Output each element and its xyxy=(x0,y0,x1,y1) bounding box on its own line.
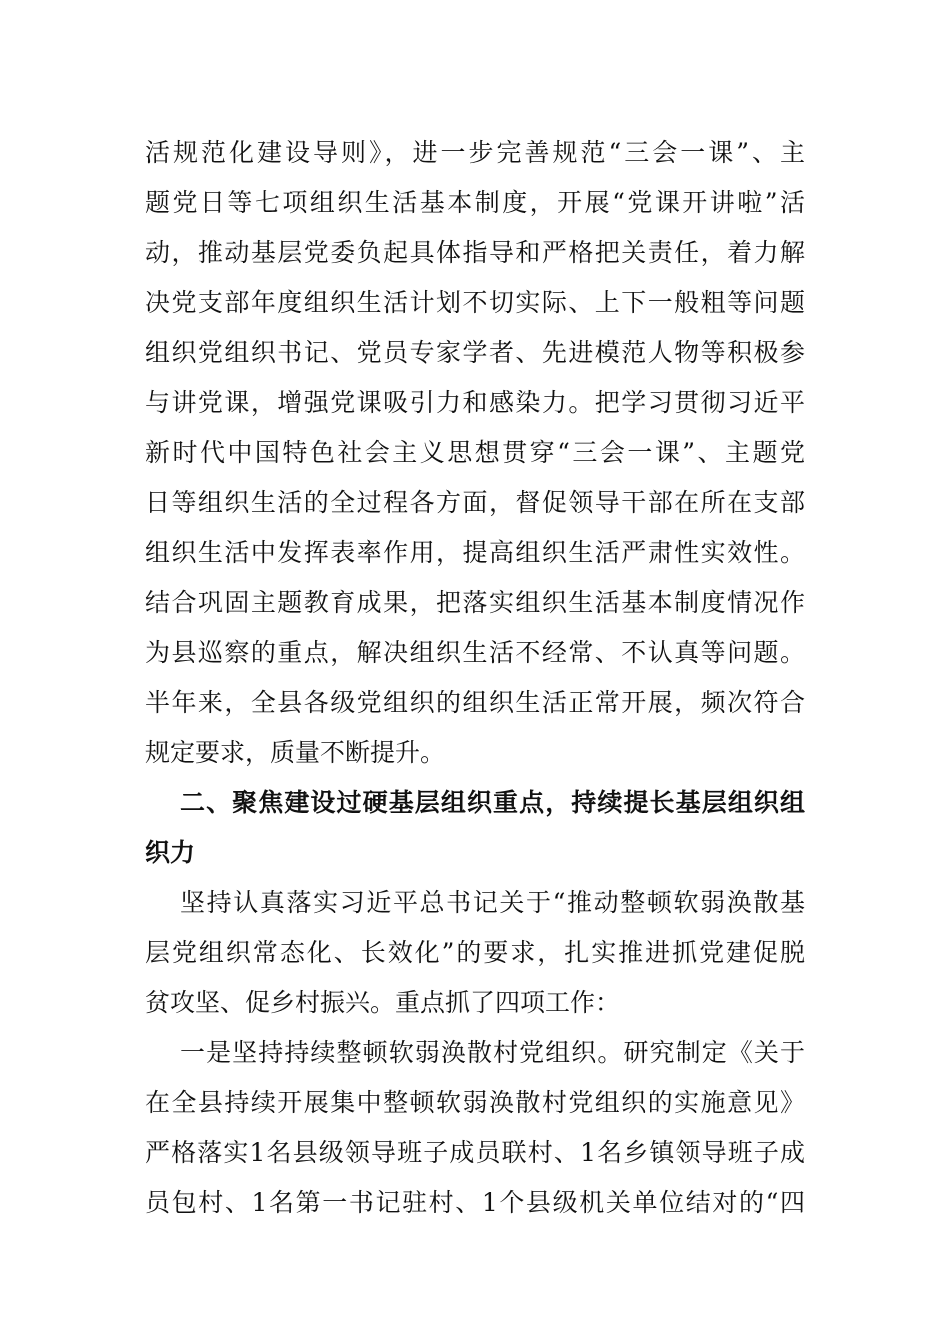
body-text-line: 贫攻坚、促乡村振兴。重点抓了四项工作： xyxy=(145,988,621,1017)
section-heading: 二、聚焦建设过硬基层组织重点，持续提长基层组织组 xyxy=(180,788,805,817)
body-text-line: 决党支部年度组织生活计划不切实际、上下一般粗等问题 xyxy=(145,288,805,317)
body-text-line: 动，推动基层党委负起具体指导和严格把关责任，着力解 xyxy=(145,238,805,267)
body-text-line: 层党组织常态化、长效化”的要求，扎实推进抓党建促脱 xyxy=(145,938,805,967)
body-text-line: 结合巩固主题教育成果，把落实组织生活基本制度情况作 xyxy=(145,588,805,617)
body-text-line: 一是坚持持续整顿软弱涣散村党组织。研究制定《关于 xyxy=(180,1038,805,1067)
body-text-line: 规定要求，质量不断提升。 xyxy=(145,738,446,767)
body-text-line: 活规范化建设导则》，进一步完善规范“三会一课”、主 xyxy=(145,138,805,167)
body-text-line: 新时代中国特色社会主义思想贯穿“三会一课”、主题党 xyxy=(145,438,805,467)
body-text-line: 在全县持续开展集中整顿软弱涣散村党组织的实施意见》 xyxy=(145,1088,805,1117)
body-text-line: 坚持认真落实习近平总书记关于“推动整顿软弱涣散基 xyxy=(180,888,805,917)
section-heading-continuation: 织力 xyxy=(145,838,196,867)
body-text-line: 与讲党课，增强党课吸引力和感染力。把学习贯彻习近平 xyxy=(145,388,805,417)
body-text-line: 组织生活中发挥表率作用，提高组织生活严肃性实效性。 xyxy=(145,538,805,567)
body-text-line: 为县巡察的重点，解决组织生活不经常、不认真等问题。 xyxy=(145,638,805,667)
body-text-line: 半年来，全县各级党组织的组织生活正常开展，频次符合 xyxy=(145,688,805,717)
body-text-line: 日等组织生活的全过程各方面，督促领导干部在所在支部 xyxy=(145,488,805,517)
body-text-line: 组织党组织书记、党员专家学者、先进模范人物等积极参 xyxy=(145,338,805,367)
body-text-line: 员包村、1名第一书记驻村、1个县级机关单位结对的“四 xyxy=(145,1188,805,1217)
body-text-line: 题党日等七项组织生活基本制度，开展“党课开讲啦”活 xyxy=(145,188,805,217)
body-text-line: 严格落实1名县级领导班子成员联村、1名乡镇领导班子成 xyxy=(145,1138,805,1167)
